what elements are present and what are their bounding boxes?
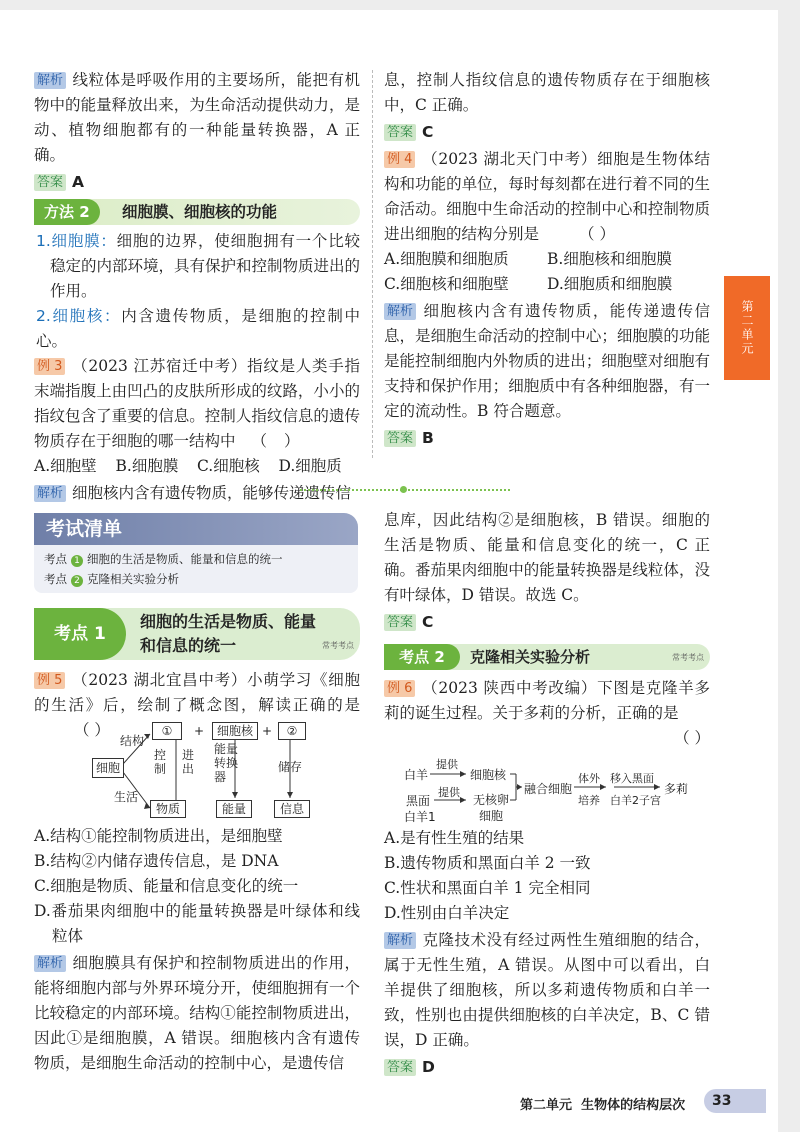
control-label: 控制 xyxy=(154,748,167,776)
example-6-stem: 例 6 （2023 陕西中考改编）下图是克隆羊多莉的诞生过程。关于多莉的分析，正确的是 xyxy=(384,679,710,722)
answer-line-5: 答案 C xyxy=(384,610,710,635)
answer-line-6: 答案 D xyxy=(384,1055,710,1080)
kaodian-2-label: 考点 2 xyxy=(384,644,460,670)
exam-list-item: 考点 2 克隆相关实验分析 xyxy=(44,572,179,586)
choice-c: C.细胞核 xyxy=(197,457,260,475)
right-bottom-column xyxy=(384,508,710,635)
womb-label: 白羊2子宫 xyxy=(610,794,661,807)
in-out-label: 进出 xyxy=(182,748,195,776)
example-4-choices-ab xyxy=(384,247,710,272)
jiexi-tag: 解析 xyxy=(34,485,66,502)
daan-tag: 答案 xyxy=(384,430,416,447)
answer-line-1: 答案 A xyxy=(34,170,360,195)
kaodian-1-header xyxy=(34,608,360,660)
example-4-stem: 例 4 （2023 湖北天门中考）细胞是生物体结构和功能的单位，每时每刻都在进行着不同的生命活动。细胞中生命活动的控制中心和控制物质进出细胞的结构分别是 （ ） xyxy=(384,150,710,243)
choice-d: D.性别由白羊决定 xyxy=(384,904,510,922)
circle-2-box: ② xyxy=(278,722,306,740)
energy-converter-label: 能量转换器 xyxy=(214,742,239,784)
exam-list-box xyxy=(34,513,358,593)
method-item-2: 2.细胞核：内含遗传物质，是细胞的控制中心。 xyxy=(36,307,360,350)
section-divider xyxy=(300,489,510,495)
clone-diagram xyxy=(404,756,704,826)
provide-label-2: 提供 xyxy=(438,786,460,799)
culture-label: 培养 xyxy=(578,794,600,807)
black-sheep-label: 黑面 xyxy=(406,794,431,808)
answer-line-3: 答案 C xyxy=(384,120,710,145)
page-top-edge xyxy=(0,0,800,10)
jiexi-tag: 解析 xyxy=(384,932,416,949)
footer-chapter: 生物体的结构层次 xyxy=(581,1098,686,1113)
jiexi-tag: 解析 xyxy=(384,303,416,320)
daan-tag: 答案 xyxy=(384,124,416,141)
white-sheep-label: 白羊 xyxy=(404,768,429,782)
circle-1-box: ① xyxy=(152,722,182,740)
jiexi-paragraph-3: 解析 细胞核内含有遗传物质，能够传递遗传信 xyxy=(34,481,360,506)
continuation-text: 息，控制人指纹信息的遗传物质存在于细胞核中，C 正确。 xyxy=(384,71,710,114)
choice-b: B.结构②内储存遗传信息，是 DNA xyxy=(34,852,279,870)
daan-tag: 答案 xyxy=(34,174,66,191)
choice-d: D.细胞质和细胞膜 xyxy=(547,275,673,293)
implant-label: 移入黑面 xyxy=(610,772,654,785)
example-5-stem: 例 5 （2023 湖北宜昌中考）小萌学习《细胞的生活》后，绘制了概念图，解读正确的是（ ） xyxy=(34,671,360,739)
provide-label-1: 提供 xyxy=(436,758,458,771)
page-right-edge xyxy=(778,0,800,1132)
jiexi-tag: 解析 xyxy=(34,72,66,89)
page-number: 33 xyxy=(704,1089,766,1113)
exam-list-title: 考试清单 xyxy=(34,513,358,545)
right-top-column xyxy=(384,68,710,451)
daan-tag: 答案 xyxy=(384,1059,416,1076)
choice-a: A.结构①能控制物质进出，是细胞壁 xyxy=(34,827,283,845)
plus-1: + xyxy=(194,724,205,738)
example-3-tag: 例 3 xyxy=(34,358,65,375)
dolly-label: 多莉 xyxy=(664,782,689,796)
method-header xyxy=(34,199,360,225)
fused-cell-label: 融合细胞 xyxy=(524,782,573,796)
kaodian-1-title: 细胞的生活是物质、能量和信息的统一 xyxy=(140,612,317,655)
frequent-badge: 常考考点 xyxy=(672,653,704,662)
continuation-text-2: 息库，因此结构②是细胞核，B 错误。细胞的生活是物质、能量和信息变化的统一，C 正确。番茄果肉细胞中的能量转换器是线粒体，没有叶绿体，D 错误。故选 C。 xyxy=(384,511,710,604)
kaodian-1-label: 考点 1 xyxy=(34,608,126,660)
choice-a: A.细胞膜和细胞质 xyxy=(384,250,509,268)
storage-label: 储存 xyxy=(278,760,303,774)
jiexi-paragraph-5: 解析 细胞膜具有保护和控制物质进出的作用，能将细胞内部与外界环境分开，使细胞拥有一个比较稳定的内部环境。结构①能控制物质进出，因此①是细胞膜，A 错误。细胞核内含有遗传物质，是细胞生命活动的控制中心，是遗传信 xyxy=(34,954,360,1072)
right-bottom-column-2 xyxy=(384,676,710,751)
column-separator xyxy=(372,70,373,458)
example-3-stem: 例 3 （2023 江苏宿迁中考）指纹是人类手指末端指腹上由凹凸的皮肤所形成的纹路，小小的指纹包含了重要的信息。控制人指纹信息的遗传物质存在于细胞的哪一结构中 （ ） xyxy=(34,357,360,450)
jiexi-paragraph-1: 解析 线粒体是呼吸作用的主要场所，能把有机物中的能量释放出来，为生命活动提供动力，是动、植物细胞都有的一种能量转换器，A 正确。 xyxy=(34,71,360,164)
exam-list-item: 考点 1 细胞的生活是物质、能量和信息的统一 xyxy=(44,552,283,566)
frequent-badge: 常考考点 xyxy=(322,641,354,650)
kaodian-2-header xyxy=(384,644,710,670)
method-item-1: 1.细胞膜：细胞的边界，使细胞拥有一个比较稳定的内部环境，具有保护和控制物质进出的作用。 xyxy=(36,232,361,300)
example-6-paren: （ ） xyxy=(674,729,710,747)
choice-d: D.番茄果肉细胞中的能量转换器是叶绿体和线粒体 xyxy=(34,902,360,945)
kaodian-2-title: 克隆相关实验分析 xyxy=(470,648,591,666)
energy-box: 能量 xyxy=(216,800,252,818)
right-bottom-column-3 xyxy=(384,826,710,1080)
left-bottom-column-2 xyxy=(34,824,360,1076)
choice-b: B.遗传物质和黑面白羊 2 一致 xyxy=(384,854,591,872)
choice-b: B.细胞膜 xyxy=(115,457,179,475)
choice-a: A.细胞壁 xyxy=(34,457,97,475)
white-sheep-1-label: 白羊1 xyxy=(404,810,436,824)
footer-unit: 第二单元 xyxy=(520,1098,573,1113)
example-6-tag: 例 6 xyxy=(384,680,415,697)
enucleated-egg-label: 无核卵细胞 xyxy=(472,793,509,823)
answer-line-4: 答案 B xyxy=(384,426,710,451)
choice-c: C.性状和黑面白羊 1 完全相同 xyxy=(384,879,591,897)
example-4-tag: 例 4 xyxy=(384,151,415,168)
method-label: 方法 2 xyxy=(34,199,100,225)
unit-side-tab: 第二单元 xyxy=(724,276,770,380)
example-5-tag: 例 5 xyxy=(34,672,65,689)
nucleus-label: 细胞核 xyxy=(470,768,507,782)
example-3-choices xyxy=(34,454,360,479)
example-4-choices-cd xyxy=(384,272,710,297)
matter-box: 物质 xyxy=(150,800,186,818)
choice-b: B.细胞核和细胞膜 xyxy=(547,250,672,268)
info-box: 信息 xyxy=(274,800,310,818)
choice-c: C.细胞核和细胞壁 xyxy=(384,275,509,293)
plus-2: + xyxy=(262,724,273,738)
choice-d: D.细胞质 xyxy=(278,457,342,475)
exam-list-body xyxy=(34,545,358,593)
daan-tag: 答案 xyxy=(384,614,416,631)
nucleus-box: 细胞核 xyxy=(212,722,258,740)
method-title: 细胞膜、细胞核的功能 xyxy=(122,203,278,221)
choice-c: C.细胞是物质、能量和信息变化的统一 xyxy=(34,877,299,895)
cell-box: 细胞 xyxy=(92,758,124,778)
structure-label: 结构 xyxy=(120,734,145,748)
choice-a: A.是有性生殖的结果 xyxy=(384,829,525,847)
left-top-column xyxy=(34,68,360,506)
in-vitro-label: 体外 xyxy=(578,772,600,785)
life-label: 生活 xyxy=(114,790,139,804)
jiexi-paragraph-4: 解析 细胞核内含有遗传物质，能传递遗传信息，是细胞生命活动的控制中心；细胞膜的功能是能控制细胞内外物质的进出；细胞壁对细胞有支持和保护作用；细胞质中有各种细胞器，有一定的流动性。B 符合题意。 xyxy=(384,302,710,420)
jiexi-tag: 解析 xyxy=(34,955,66,972)
jiexi-paragraph-6: 解析 克隆技术没有经过两性生殖细胞的结合，属于无性生殖，A 错误。从图中可以看出，白羊提供了细胞核，所以多莉遗传物质和白羊一致，性别也由提供细胞核的白羊决定，B、C 错误，D 正确。 xyxy=(384,931,710,1049)
concept-diagram xyxy=(90,720,360,820)
page-footer xyxy=(520,1094,685,1113)
